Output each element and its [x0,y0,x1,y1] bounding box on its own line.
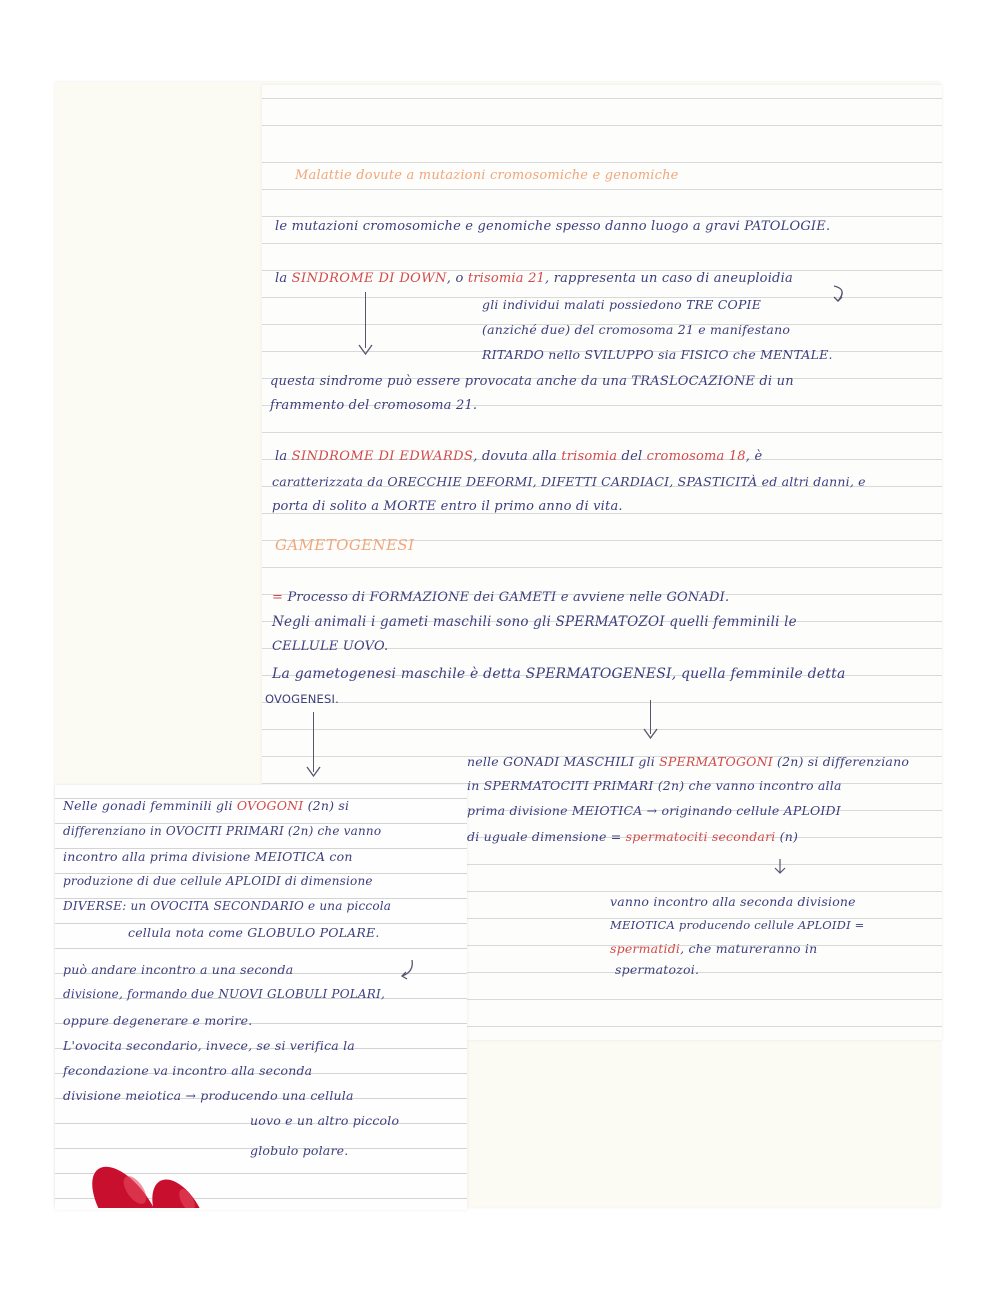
fingernail-image [55,1150,215,1208]
female-line-10: L'ovocita secondario, invece, se si verifica la [63,1038,355,1053]
male-line-3: prima divisione MEIOTICA → originando cellule APLOIDI [467,803,841,818]
down-line-1: la SINDROME DI DOWN, o trisomia 21, rappresenta un caso di aneuploidia [275,271,793,286]
down-line-2: gli individui malati possiedono TRE COPIE [482,297,762,312]
down-line-6: frammento del cromosoma 21. [270,398,478,413]
gameto-line-5: OVOGENESI. [265,692,339,706]
edwards-line-3: porta di solito a MORTE entro il primo anno di vita. [272,499,623,514]
male-line-2: in SPERMATOCITI PRIMARI (2n) che vanno incontro alla [467,778,842,793]
female-line-7: può andare incontro a una seconda [63,962,294,977]
female-line-14: globulo polare. [250,1143,349,1158]
down-arrow-shaft [365,292,366,348]
gametogenesis-title: GAMETOGENESI [275,536,415,554]
down-line-5: questa sindrome può essere provocata anche da una TRASLOCAZIONE di un [270,374,794,389]
female-line-5: DIVERSE: un OVOCITA SECONDARIO e una piccola [63,899,392,913]
female-line-8: divisione, formando due NUOVI GLOBULI POLARI, [63,987,385,1001]
edwards-syndrome-name: SINDROME DI EDWARDS [291,449,474,464]
down-arrow-icon [306,766,321,778]
female-line-3: incontro alla prima divisione MEIOTICA con [63,849,353,864]
female-line-4: produzione di due cellule APLOIDI di dimensione [63,874,373,888]
female-line-9: oppure degenerare e morire. [63,1013,253,1028]
down-line-3: (anziché due) del cromosoma 21 e manifestano [482,322,791,337]
male-line-4: di uguale dimensione = spermatociti secondari (n) [467,829,799,844]
gameto-line-1: = Processo di FORMAZIONE dei GAMETI e avviene nelle GONADI. [272,590,730,605]
male-line-7: spermatidi, che matureranno in [610,941,818,956]
curved-arrow-icon [828,283,856,307]
down-line-4: RITARDO nello SVILUPPO sia FISICO che MENTALE. [482,347,833,362]
gameto-line-3: CELLULE UOVO. [272,639,389,654]
male-line-6: MEIOTICA producendo cellule APLOIDI = [610,918,865,932]
male-line-8: spermatozoi. [615,962,700,977]
female-line-6: cellula nota come GLOBULO POLARE. [128,925,380,940]
female-line-12: divisione meiotica → producendo una cellula [63,1088,354,1103]
edwards-line-1: la SINDROME DI EDWARDS, dovuta alla trisomia del cromosoma 18, è [275,449,763,464]
female-line-1: Nelle gonadi femminili gli OVOGONI (2n) si [63,798,350,813]
down-arrow-icon [643,728,658,740]
gameto-line-4: La gametogenesi maschile è detta SPERMATOGENESI, quella femminile detta [272,666,846,682]
intro-text: le mutazioni cromosomiche e genomiche spesso danno luogo a gravi PATOLOGIE. [275,219,831,234]
male-line-1: nelle GONADI MASCHILI gli SPERMATOGONI (2n) si differenziano [467,754,910,769]
female-line-13: uovo e un altro piccolo [250,1113,400,1128]
male-line-5: vanno incontro alla seconda divisione [610,894,856,909]
female-line-11: fecondazione va incontro alla seconda [63,1063,313,1078]
edwards-line-2: caratterizzata da ORECCHIE DEFORMI, DIFETTI CARDIACI, SPASTICITÀ ed altri danni, e [272,474,866,489]
female-arrow-shaft [313,712,314,772]
down-arrow-icon [773,858,787,876]
gameto-line-2: Negli animali i gameti maschili sono gli SPERMATOZOI quelli femminili le [272,614,797,630]
down-syndrome-name: SINDROME DI DOWN [291,271,447,286]
curved-arrow-icon [398,958,420,982]
down-arrow-icon [358,344,373,356]
notes-title: Malattie dovute a mutazioni cromosomiche e genomiche [295,168,679,183]
female-line-2: differenziano in OVOCITI PRIMARI (2n) che vanno [63,824,382,838]
